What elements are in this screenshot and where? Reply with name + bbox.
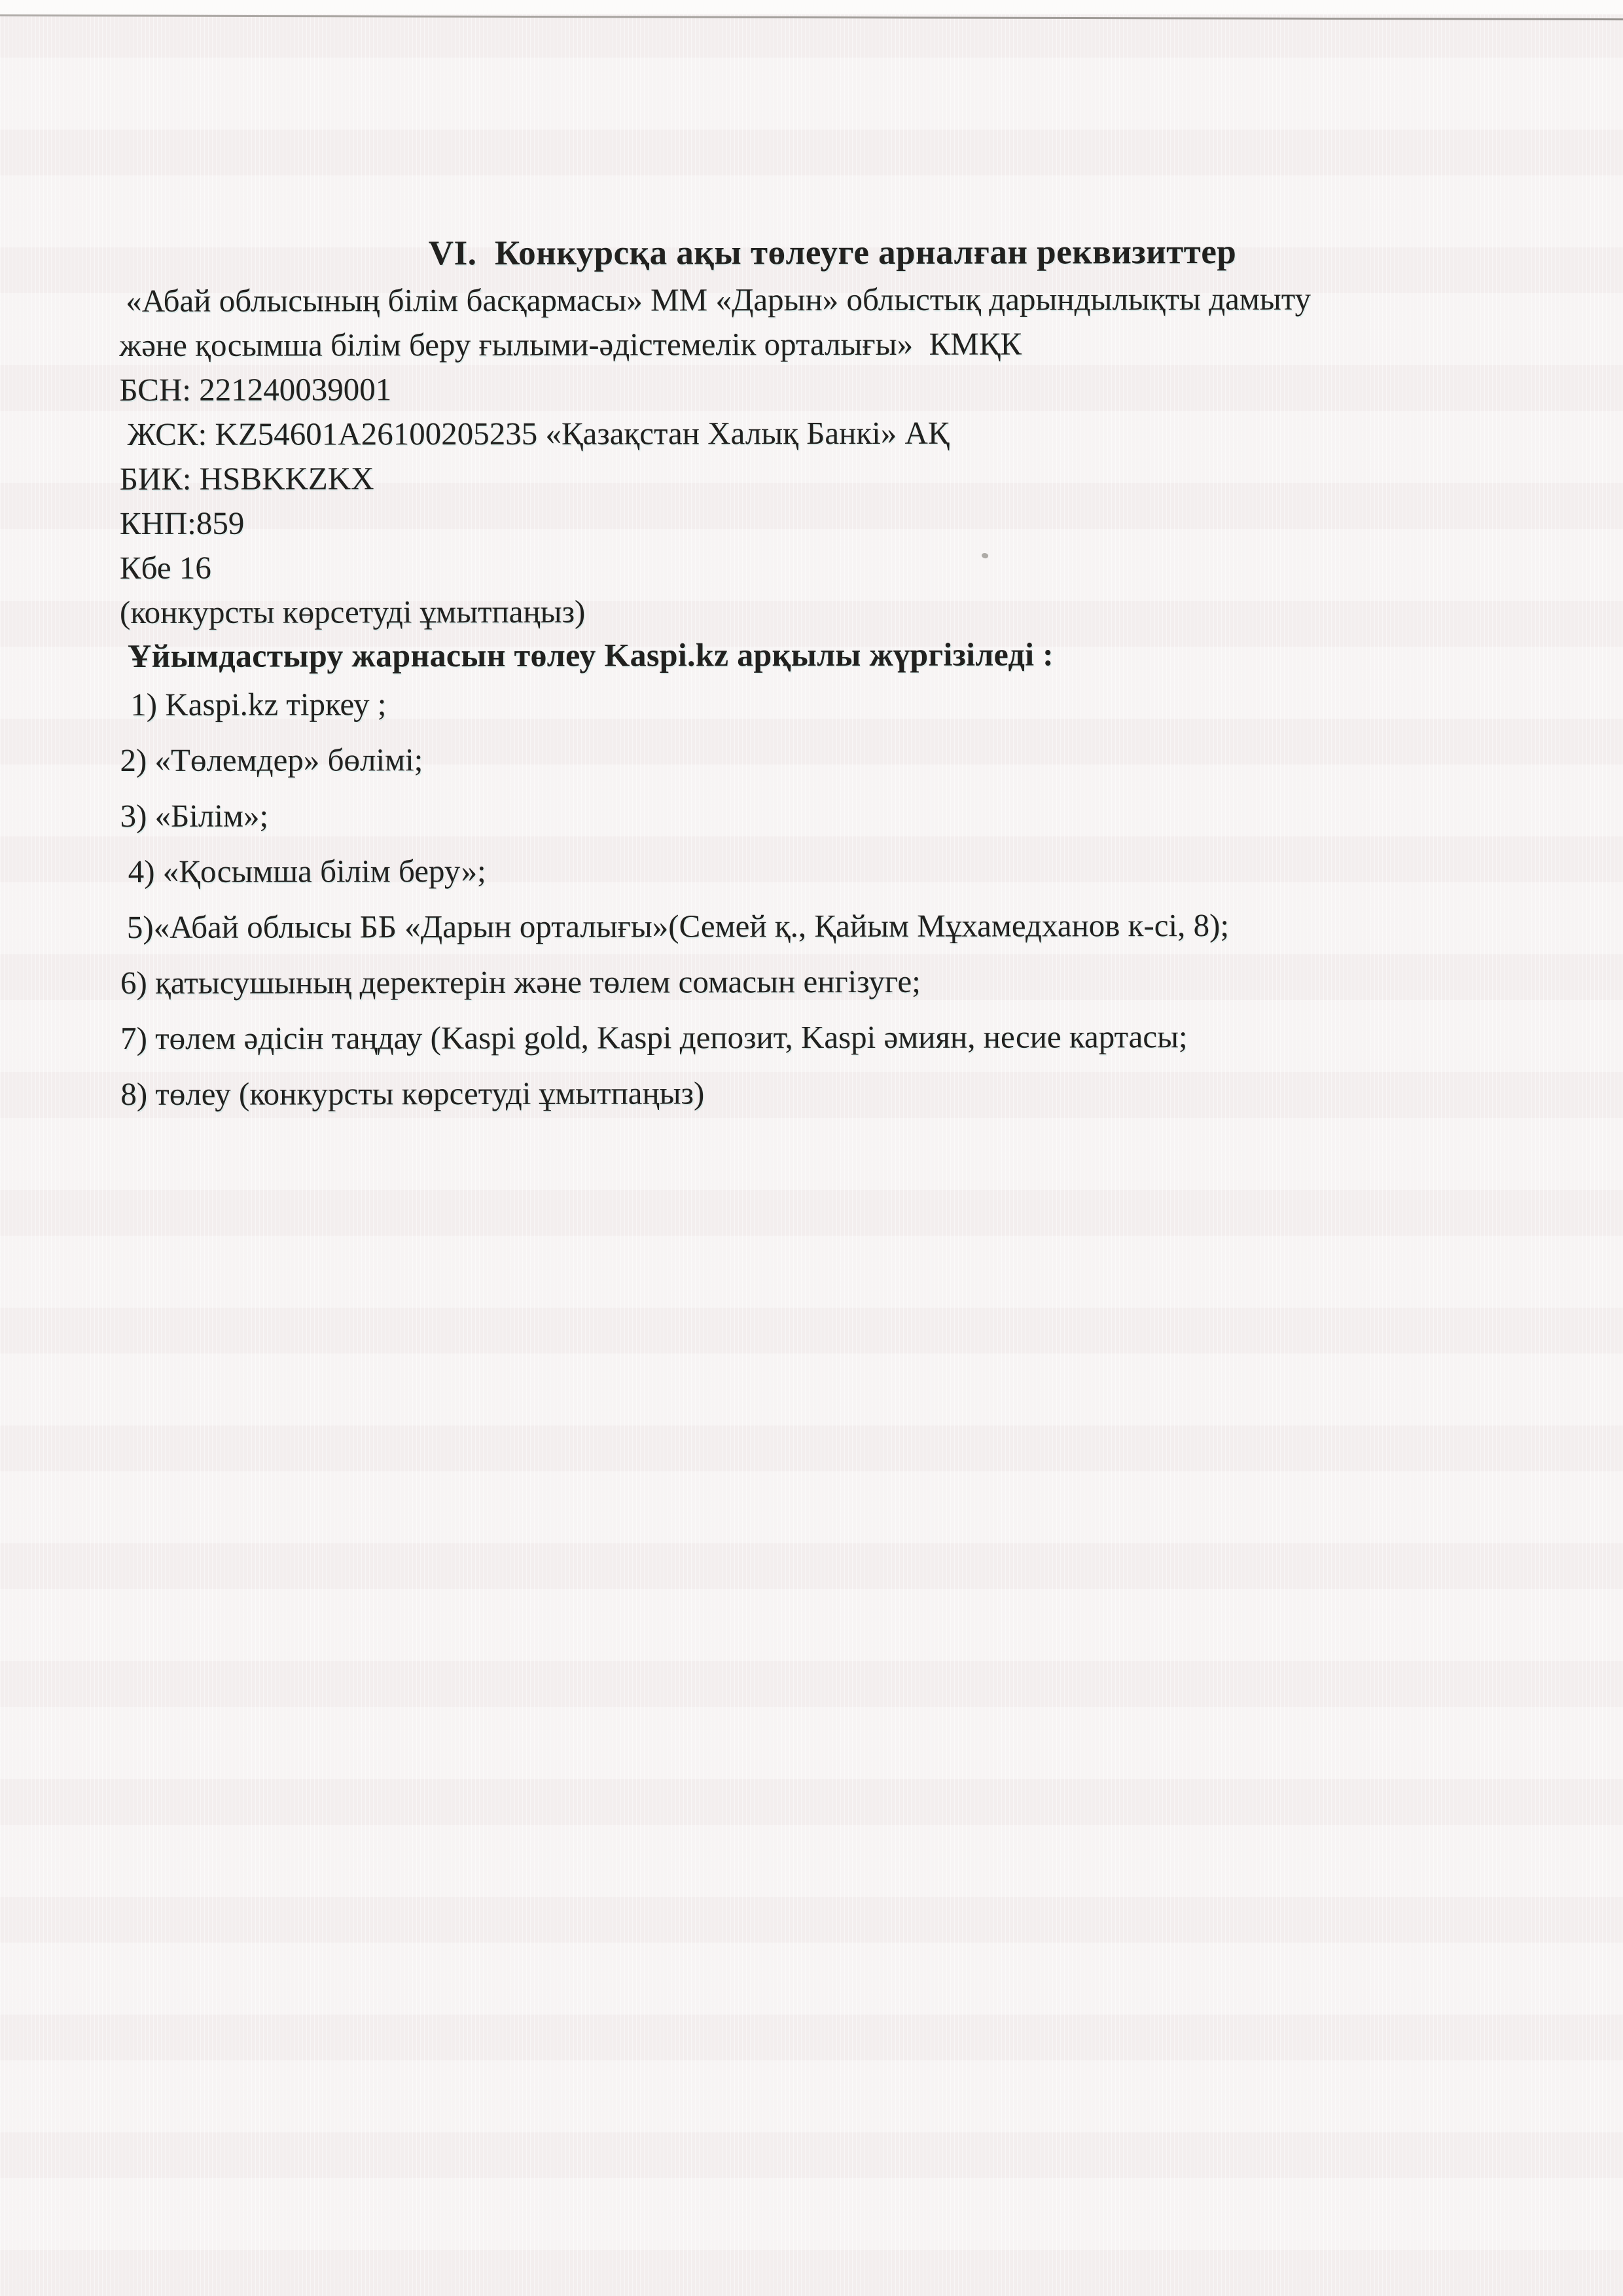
kbe-line: Кбе 16 (119, 549, 211, 586)
step-item-3: 3) «Білім»; (120, 797, 269, 834)
step-item-2: 2) «Төлемдер» бөлімі; (120, 742, 423, 778)
bsn-line: БСН: 221240039001 (119, 371, 392, 408)
step-item-7: 7) төлем әдісін таңдау (Kaspi gold, Kaspi депозит, Kaspi әмиян, несие картасы; (120, 1018, 1188, 1056)
contest-note-line: (конкурсты көрсетуді ұмытпаңыз) (119, 593, 586, 630)
document-body (119, 226, 1547, 1122)
org-name-line-2: және қосымша білім беру ғылыми-әдістемелік орталығы» КМҚК (119, 325, 1022, 363)
zhsk-iban-line: ЖСК: KZ54601A26100205235 «Қазақстан Халық Банкі» АҚ (127, 414, 950, 452)
step-item-6: 6) қатысушының деректерін және төлем сомасын енгізуге; (120, 963, 921, 1001)
step-item-4: 4) «Қосымша білім беру»; (128, 853, 486, 889)
section-title: VI. Конкурсқа ақы төлеуге арналған реквизиттер (428, 233, 1237, 273)
step-item-5: 5)«Абай облысы ББ «Дарын орталығы»(Семей қ., Қайым Мұхамедханов к-сі, 8); (126, 907, 1230, 945)
kaspi-payment-heading: Ұйымдастыру жарнасын төлеу Kaspi.kz арқылы жүргізіледі : (128, 636, 1054, 674)
scan-edge-highlight (0, 0, 1623, 14)
knp-line: КНП:859 (119, 505, 245, 541)
step-item-1: 1) Kaspi.kz тіркеу ; (130, 686, 387, 723)
bik-line: БИК: HSBKKZKX (119, 460, 374, 497)
org-name-line-1: «Абай облысының білім басқармасы» ММ «Дарын» облыстық дарындылықты дамыту (126, 280, 1311, 319)
scan-artifact-line (0, 14, 1623, 20)
step-item-8: 8) төлеу (конкурсты көрсетуді ұмытпаңыз) (120, 1075, 705, 1112)
